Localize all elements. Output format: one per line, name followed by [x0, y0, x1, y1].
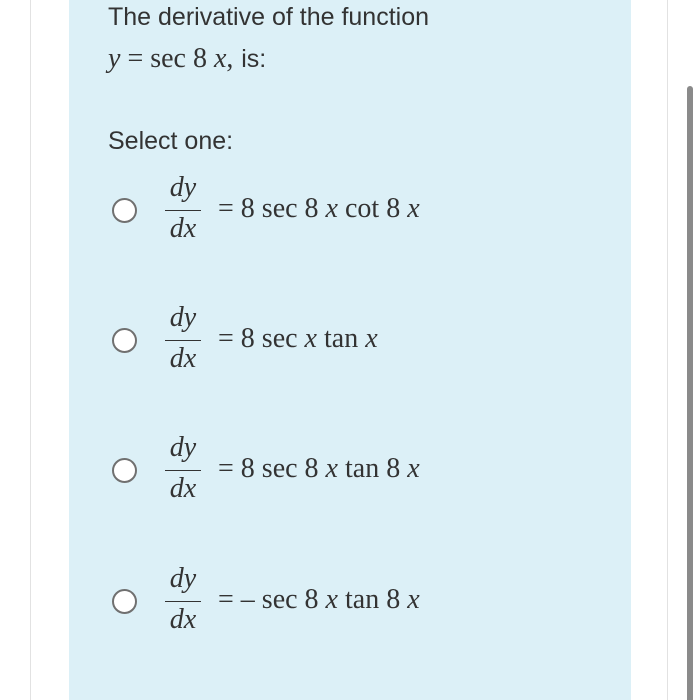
answer-option-1[interactable]	[112, 172, 472, 252]
answer-option-2[interactable]	[112, 302, 472, 382]
option-expression: = 8 sec x tan x	[218, 323, 378, 354]
radio-button-icon[interactable]	[112, 458, 137, 483]
page-frame-left-border	[30, 0, 31, 700]
option-expression: = 8 sec 8 x tan 8 x	[218, 453, 420, 484]
page-frame-right-border	[667, 0, 668, 700]
answer-option-3[interactable]	[112, 432, 472, 512]
option-expression: = – sec 8 x tan 8 x	[218, 584, 420, 615]
fraction-numerator: dy	[169, 432, 197, 463]
fraction-denominator: dx	[169, 213, 197, 244]
fraction-bar	[165, 601, 201, 602]
fraction-denominator: dx	[169, 343, 197, 374]
question-function: y = sec 8 x,	[108, 43, 234, 74]
radio-button-icon[interactable]	[112, 589, 137, 614]
question-text: The derivative of the function	[108, 3, 430, 31]
option-expression: = 8 sec 8 x cot 8 x	[218, 193, 420, 224]
answer-option-4[interactable]	[112, 563, 472, 643]
select-one-label: Select one:	[108, 127, 234, 155]
radio-button-icon[interactable]	[112, 198, 137, 223]
fraction-numerator: dy	[169, 302, 197, 333]
scrollbar[interactable]	[687, 86, 693, 700]
fraction-bar	[165, 210, 201, 211]
question-suffix: is:	[241, 45, 267, 73]
fraction-bar	[165, 470, 201, 471]
question-math	[108, 41, 266, 76]
fraction-denominator: dx	[169, 604, 197, 635]
fraction-numerator: dy	[169, 563, 197, 594]
fraction-denominator: dx	[169, 473, 197, 504]
fraction-numerator: dy	[169, 172, 197, 203]
fraction-bar	[165, 340, 201, 341]
radio-button-icon[interactable]	[112, 328, 137, 353]
